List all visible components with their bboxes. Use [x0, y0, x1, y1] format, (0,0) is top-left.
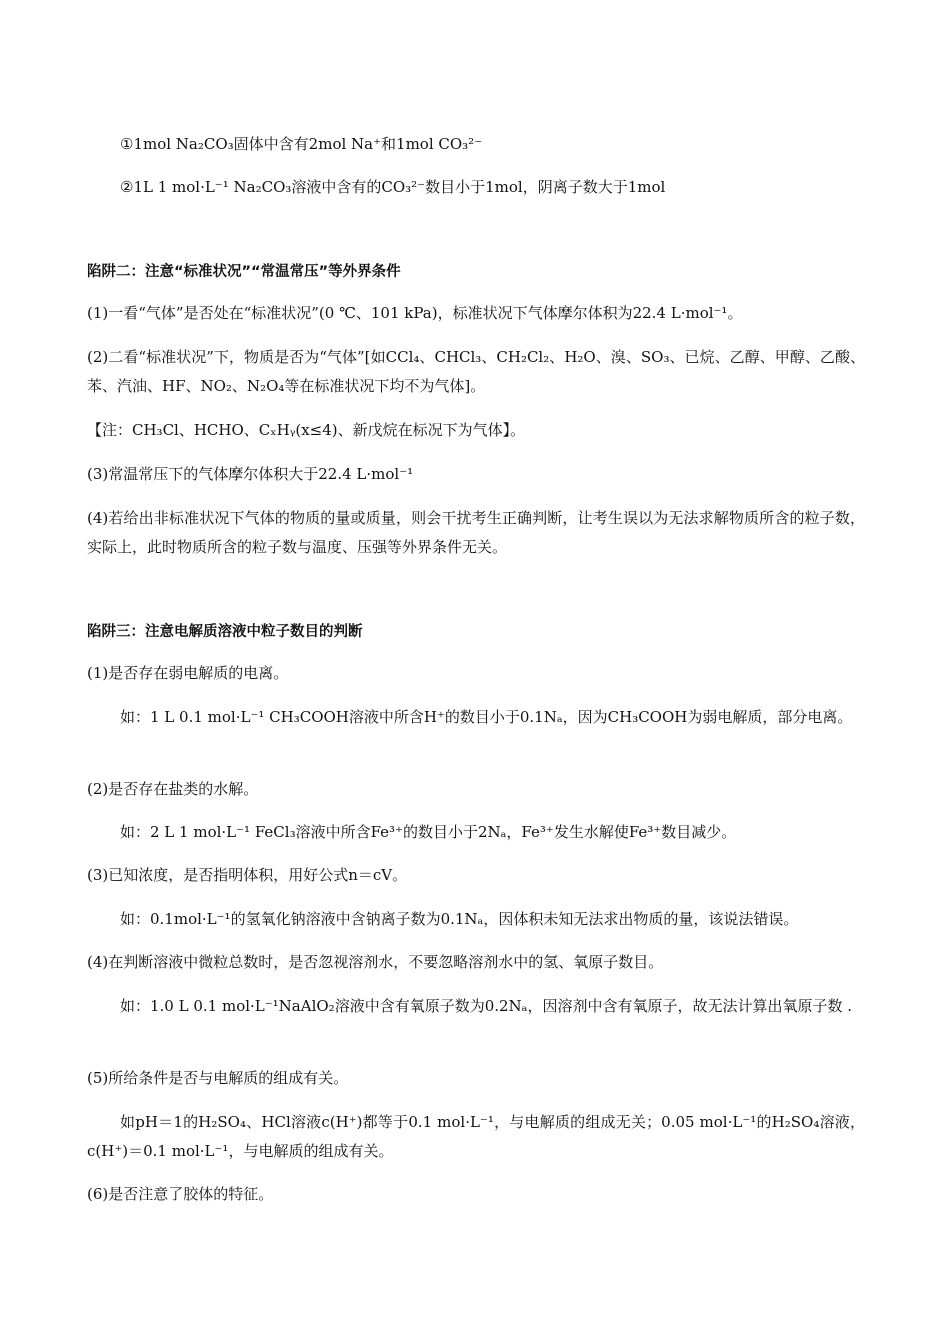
trap-three-example-1: 如：1 L 0.1 mol·L⁻¹ CH₃COOH溶液中所含H⁺的数目小于0.1Nₐ，因为CH₃COOH为弱电解质，部分电离。 — [120, 708, 853, 726]
trap-two-heading: 陷阱二：注意“标准状况”“常温常压”等外界条件 — [87, 264, 401, 280]
trap-three-heading: 陷阱三：注意电解质溶液中粒子数目的判断 — [87, 624, 363, 640]
trap-two-item-4: (4)若给出非标准状况下气体的物质的量或质量，则会干扰考生正确判断，让考生误以为无法求解物质所含的粒子数，实际上，此时物质所含的粒子数与温度、压强等外界条件无关。 — [87, 509, 865, 556]
trap-three-item-4: (4)在判断溶液中微粒总数时，是否忽视溶剂水，不要忽略溶剂水中的氢、氧原子数目。 — [87, 953, 664, 971]
na2co3-solution-example: ②1L 1 mol·L⁻¹ Na₂CO₃溶液中含有的CO₃²⁻数目小于1mol，阴离子数大于1mol — [120, 178, 666, 196]
trap-three-item-3: (3)已知浓度，是否指明体积，用好公式n＝cV。 — [87, 866, 408, 884]
trap-two-note: 【注：CH₃Cl、HCHO、CₓHᵧ(x≤4)、新戊烷在标况下为气体】。 — [87, 421, 526, 439]
trap-three-item-5: (5)所给条件是否与电解质的组成有关。 — [87, 1069, 349, 1087]
trap-two-item-1: (1)一看“气体”是否处在“标准状况”(0 ℃、101 kPa)，标准状况下气体摩尔体积为22.4 L·mol⁻¹。 — [87, 304, 743, 322]
trap-three-item-2: (2)是否存在盐类的水解。 — [87, 780, 259, 798]
trap-three-example-5: 如pH＝1的H₂SO₄、HCl溶液c(H⁺)都等于0.1 mol·L⁻¹，与电解质的组成无关；0.05 mol·L⁻¹的H₂SO₄溶液，c(H⁺)＝0.1 mol·L⁻¹，与电解质的组成有关。 — [87, 1113, 865, 1160]
na2co3-solid-example: ①1mol Na₂CO₃固体中含有2mol Na⁺和1mol CO₃²⁻ — [120, 135, 483, 153]
trap-two-item-2: (2)二看“标准状况”下，物质是否为“气体”[如CCl₄、CHCl₃、CH₂Cl₂、H₂O、溴、SO₃、已烷、乙醇、甲醇、乙酸、苯、汽油、HF、NO₂、N₂O₄等在标准状况下均不为气体]。 — [87, 348, 865, 395]
trap-three-example-4: 如：1.0 L 0.1 mol·L⁻¹NaAlO₂溶液中含有氧原子数为0.2Nₐ，因溶剂中含有氧原子，故无法计算出氧原子数 . — [120, 997, 853, 1015]
trap-three-item-1: (1)是否存在弱电解质的电离。 — [87, 664, 289, 682]
trap-two-item-3: (3)常温常压下的气体摩尔体积大于22.4 L·mol⁻¹ — [87, 465, 414, 483]
trap-three-example-3: 如：0.1mol·L⁻¹的氢氧化钠溶液中含钠离子数为0.1Nₐ，因体积未知无法求出物质的量，该说法错误。 — [120, 910, 799, 928]
trap-three-example-2: 如：2 L 1 mol·L⁻¹ FeCl₃溶液中所含Fe³⁺的数目小于2Nₐ，Fe³⁺发生水解使Fe³⁺数目减少。 — [120, 823, 737, 841]
trap-three-item-6: (6)是否注意了胶体的特征。 — [87, 1185, 274, 1203]
